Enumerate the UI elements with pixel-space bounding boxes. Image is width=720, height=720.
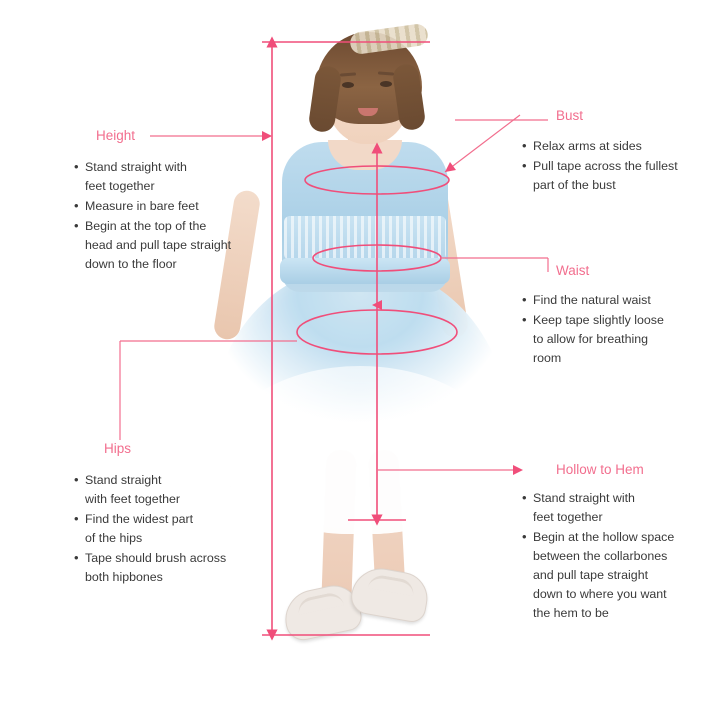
label-waist: Waist: [556, 263, 590, 278]
list-item: • Stand straight with feet together: [522, 489, 702, 527]
label-height: Height: [96, 128, 136, 143]
list-item: • Relax arms at sides: [522, 137, 702, 156]
label-bust: Bust: [556, 108, 584, 123]
bust-measure-ellipse: [305, 115, 548, 194]
list-item: • Begin at the top of the head and pull tape straight down to the floor: [74, 217, 259, 274]
list-item: • Keep tape slightly loose to allow for breathing room: [522, 311, 702, 368]
waist-instructions: [522, 291, 702, 369]
label-hips: Hips: [104, 441, 132, 456]
bust-instructions: [522, 137, 702, 196]
label-hollow-to-hem: Hollow to Hem: [556, 462, 644, 477]
list-item: • Begin at the hollow space between the collarbones and pull tape straight down to where you want the hem to be: [522, 528, 702, 623]
hips-instructions: [74, 471, 264, 588]
list-item: • Tape should brush across both hipbones: [74, 549, 264, 587]
waist-measure-ellipse: [313, 245, 548, 272]
list-item: • Find the widest part of the hips: [74, 510, 264, 548]
height-instructions: [74, 158, 259, 275]
hollow-to-hem-measure-line: [348, 148, 523, 520]
list-item: • Pull tape across the fullest part of the bust: [522, 157, 702, 195]
list-item: • Stand straight with feet together: [74, 471, 264, 509]
hollow-to-hem-instructions: [522, 489, 702, 624]
list-item: • Stand straight with feet together: [74, 158, 259, 196]
list-item: • Find the natural waist: [522, 291, 702, 310]
hips-measure-ellipse: [120, 300, 457, 440]
list-item: • Measure in bare feet: [74, 197, 259, 216]
